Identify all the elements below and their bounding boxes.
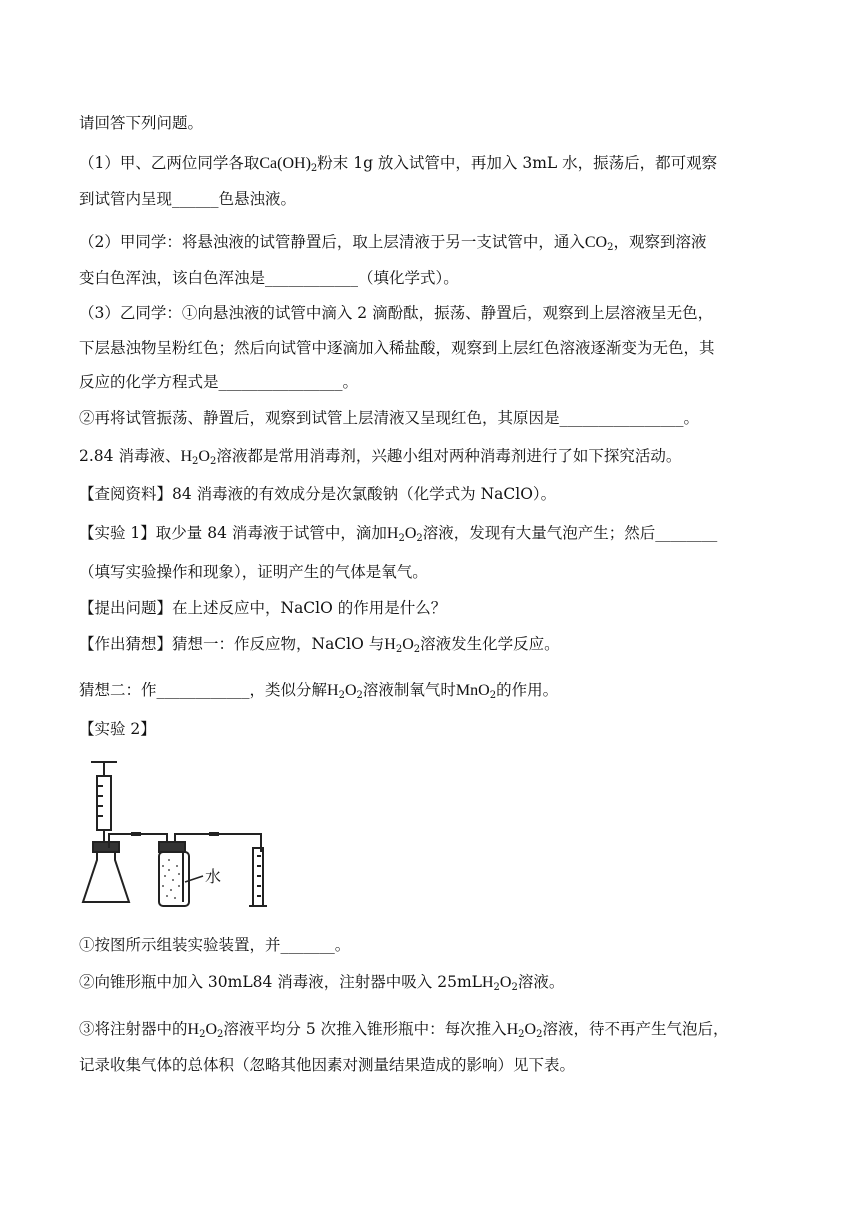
subscript: 2 — [489, 690, 497, 701]
text-line-l14: 【提出问题】在上述反应中，NaClO 的作用是什么？ — [79, 599, 447, 617]
subscript: 2 — [395, 644, 403, 655]
graduated-cylinder — [249, 848, 267, 906]
subscript: 2 — [338, 690, 345, 701]
chem-formula: CO — [584, 234, 608, 251]
text-segment: 溶液，发现有大量气泡产生；然后________ — [422, 524, 718, 542]
chem-formula: O — [344, 682, 357, 699]
text-line-l21: 记录收集气体的总体积（忽略其他因素对测量结果造成的影响）见下表。 — [79, 1056, 576, 1074]
subscript: 2 — [192, 456, 199, 467]
text-segment: 溶液。 — [517, 973, 565, 991]
text-segment: 猜想二：作____________，类似分解 — [79, 681, 328, 699]
chem-formula: O — [205, 1021, 218, 1038]
text-line-l8: 反应的化学方程式是________________。 — [79, 373, 359, 391]
chem-formula: H — [327, 682, 339, 699]
text-segment: 溶液平均分 5 次推入锥形瓶中：每次推入 — [223, 1020, 507, 1038]
gas-bottle — [159, 842, 189, 906]
text-line-l3: 到试管内呈现______色悬浊液。 — [79, 190, 297, 208]
text-segment: ③将注射器中的 — [79, 1020, 188, 1038]
text-segment: 溶液，待不再产生气泡后， — [542, 1020, 729, 1038]
subscript: 2 — [413, 644, 421, 655]
subscript: 2 — [511, 982, 518, 993]
chem-formula: H — [180, 448, 193, 465]
text-segment: 粉末 1g 放入试管中，再加入 3mL 水，振荡后，都可观察 — [317, 154, 718, 172]
text-line-l11: 【查阅资料】84 消毒液的有效成分是次氯酸钠（化学式为 NaClO）。 — [79, 485, 557, 503]
chem-formula: Ca(OH) — [259, 155, 311, 172]
text-segment: 【实验 1】取少量 84 消毒液于试管中，滴加 — [79, 524, 387, 542]
text-segment: ，观察到溶液 — [613, 233, 707, 251]
chem-formula: O — [198, 448, 210, 465]
chem-formula: H — [506, 1021, 519, 1038]
chem-formula: O — [524, 1021, 537, 1038]
subscript: 2 — [356, 690, 363, 701]
text-segment: 2.84 消毒液、 — [79, 447, 181, 465]
text-line-l12 — [79, 522, 800, 545]
chem-formula: O — [402, 636, 414, 653]
text-line-l5: 变白色浑浊，该白色浑浊是____________（填化学式）。 — [79, 269, 459, 287]
chem-formula: H — [384, 636, 396, 653]
text-segment: （2）甲同学：将悬浊液的试管静置后，取上层清液于另一支试管中，通入 — [79, 233, 585, 251]
chem-formula: H — [187, 1021, 200, 1038]
chem-formula: H — [386, 525, 399, 542]
subscript: 2 — [518, 1029, 525, 1040]
text-segment: 的作用。 — [496, 681, 559, 699]
text-line-l7: 下层悬浊物呈粉红色；然后向试管中逐滴加入稀盐酸，观察到上层红色溶液逐渐变为无色，其 — [79, 339, 715, 357]
text-segment: ②向锥形瓶中加入 30mL84 消毒液，注射器中吸入 25mL — [79, 973, 482, 991]
text-line-l4 — [79, 231, 800, 254]
subscript: 2 — [209, 456, 217, 467]
text-line-l19 — [79, 971, 800, 994]
text-line-l13: （填写实验操作和现象），证明产生的气体是氧气。 — [79, 563, 428, 581]
chem-formula: O — [499, 974, 512, 991]
conical-flask — [83, 842, 129, 902]
water-dots — [162, 859, 180, 899]
text-line-l17: 【实验 2】 — [79, 720, 156, 738]
text-line-l1: 请回答下列问题。 — [79, 114, 204, 132]
text-line-l15 — [79, 633, 800, 656]
apparatus-diagram — [79, 756, 269, 912]
subscript: 2 — [416, 533, 423, 544]
text-line-l2 — [79, 152, 800, 175]
chem-formula: O — [404, 525, 417, 542]
subscript: 2 — [199, 1029, 206, 1040]
text-line-l10 — [79, 445, 800, 468]
text-line-l6: （3）乙同学：①向悬浊液的试管中滴入 2 滴酚酞，振荡、静置后，观察到上层溶液呈无色， — [79, 304, 714, 322]
chem-formula: H — [481, 974, 494, 991]
text-segment: 【作出猜想】猜想一：作反应物，NaClO 与 — [79, 635, 385, 653]
text-segment: 溶液都是常用消毒剂，兴趣小组对两种消毒剂进行了如下探究活动。 — [216, 447, 682, 465]
text-segment: 溶液发生化学反应。 — [420, 635, 560, 653]
subscript: 2 — [217, 1029, 224, 1040]
text-segment: （1）甲、乙两位同学各取 — [79, 154, 260, 172]
text-segment: 溶液制氧气时 — [362, 681, 456, 699]
subscript: 2 — [310, 163, 318, 174]
text-line-l18: ①按图所示组装实验装置，并_______。 — [79, 936, 351, 954]
subscript: 2 — [536, 1029, 543, 1040]
subscript: 2 — [398, 533, 405, 544]
water-label: 水 — [205, 867, 222, 886]
subscript: 2 — [607, 242, 614, 253]
subscript: 2 — [493, 982, 500, 993]
text-line-l20 — [79, 1018, 800, 1041]
text-line-l9: ②再将试管振荡、静置后，观察到试管上层清液又呈现红色，其原因是________________。 — [79, 409, 700, 427]
text-line-l16 — [79, 679, 800, 702]
chem-formula: MnO — [455, 682, 490, 699]
